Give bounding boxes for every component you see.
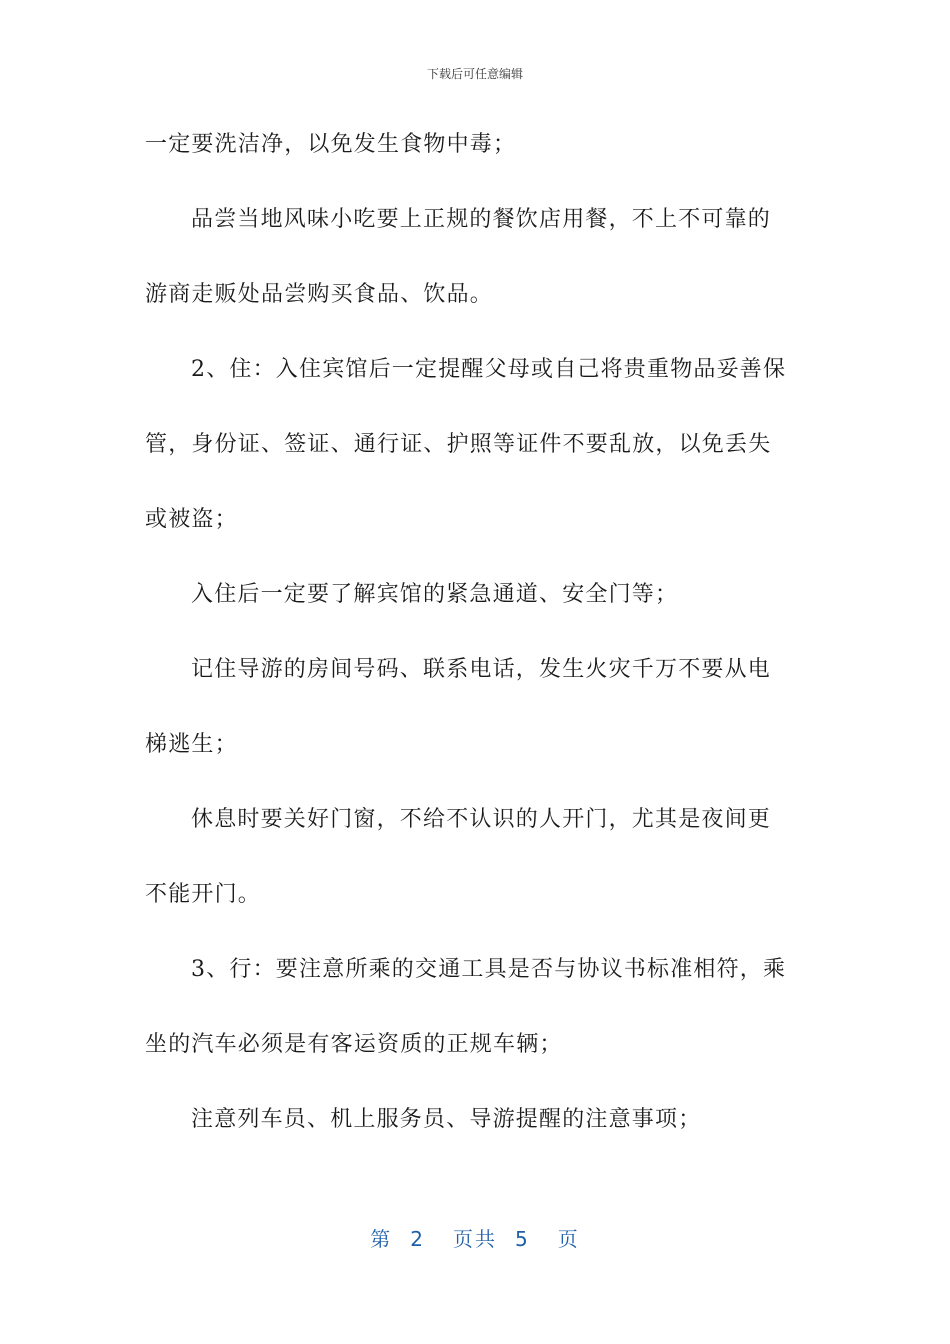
page-prefix: 第 xyxy=(370,1227,393,1251)
body-line-8: 记住导游的房间号码、联系电话，发生火灾千万不要从电 xyxy=(191,657,772,682)
body-line-3: 游商走贩处品尝购买食品、饮品。 xyxy=(145,282,494,307)
body-line-6: 或被盗； xyxy=(145,507,238,532)
current-page-number: 2 xyxy=(410,1227,425,1251)
document-body xyxy=(145,120,810,1170)
page-mid: 页共 xyxy=(453,1227,497,1251)
page-header: 下载后可任意编辑 xyxy=(426,67,523,81)
body-line-9: 梯逃生； xyxy=(145,732,238,757)
body-line-11: 不能开门。 xyxy=(145,882,262,907)
body-line-7: 入住后一定要了解宾馆的紧急通道、安全门等； xyxy=(191,582,679,607)
body-line-5: 管，身份证、签证、通行证、护照等证件不要乱放，以免丢失 xyxy=(145,432,772,457)
body-line-2: 品尝当地风味小吃要上正规的餐饮店用餐，不上不可靠的 xyxy=(191,207,772,232)
body-line-12: 3、行：要注意所乘的交通工具是否与协议书标准相符，乘 xyxy=(191,957,787,982)
total-pages-number: 5 xyxy=(515,1227,530,1251)
body-line-13: 坐的汽车必须是有客运资质的正规车辆； xyxy=(145,1032,563,1057)
body-line-4: 2、住：入住宾馆后一定提醒父母或自己将贵重物品妥善保 xyxy=(191,357,787,382)
body-line-14: 注意列车员、机上服务员、导游提醒的注意事项； xyxy=(191,1107,702,1132)
body-line-10: 休息时要关好门窗，不给不认识的人开门，尤其是夜间更 xyxy=(191,807,772,832)
page-suffix: 页 xyxy=(557,1227,580,1251)
page-footer xyxy=(0,1224,950,1254)
body-line-1: 一定要洗洁净，以免发生食物中毒； xyxy=(145,132,517,157)
